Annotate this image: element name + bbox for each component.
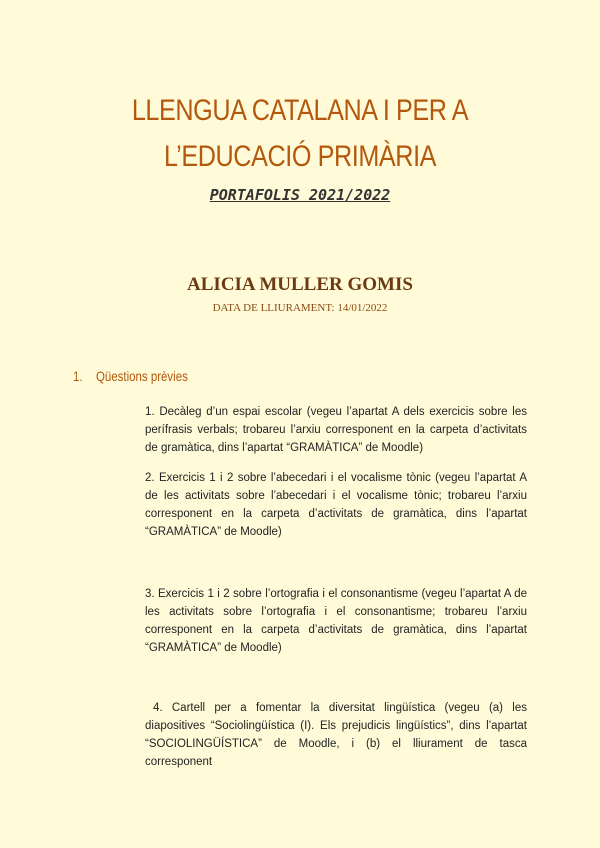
- list-item: 1. Decàleg d’un espai escolar (vegeu l’apartat A dels exercicis sobre les perífrasis verbals; trobareu l’arxiu corresponent en la carpeta d’activitats de gramàtica, dins l’apartat “GRAMÀTICA” de Moodle): [145, 406, 527, 454]
- document-title: LLENGUA CATALANA I PER A L’EDUCACIÓ PRIMÀRIA: [131, 94, 469, 173]
- delivery-date: DATA DE LLIURAMENT: 14/01/2022: [212, 302, 388, 314]
- section-number: 1.: [73, 368, 83, 384]
- author-name: ALICIA MULLER GOMIS: [187, 274, 413, 295]
- section-title: Qüestions prèvies: [95, 368, 188, 384]
- list-item: 3. Exercicis 1 i 2 sobre l’ortografia i el consonantisme (vegeu l’apartat A de les activitats sobre l’ortografia i el consonantisme; trobareu l’arxiu corresponent en la carpeta d’activitats de gramàtica, dins l’apartat “GRAMÀTICA” de Moodle): [145, 588, 527, 654]
- list-item: 4. Cartell per a fomentar la diversitat lingüística (vegeu (a) les diapositives “Sociolingüística (I). Els prejudicis lingüístics”, dins l’apartat “SOCIOLINGÜÍSTICA” de Moodle, i (b) el lliurament de tasca corresponent: [145, 702, 527, 768]
- portfolio-subtitle: PORTAFOLIS 2021/2022: [209, 186, 391, 204]
- list-item: 2. Exercicis 1 i 2 sobre l’abecedari i el vocalisme tònic (vegeu l’apartat A de les activitats sobre l’abecedari i el vocalisme tònic; trobareu l’arxiu corresponent en la carpeta d’activitats de gramàtica, dins l’apartat “GRAMÀTICA” de Moodle): [145, 472, 527, 538]
- section-heading: [73, 368, 188, 384]
